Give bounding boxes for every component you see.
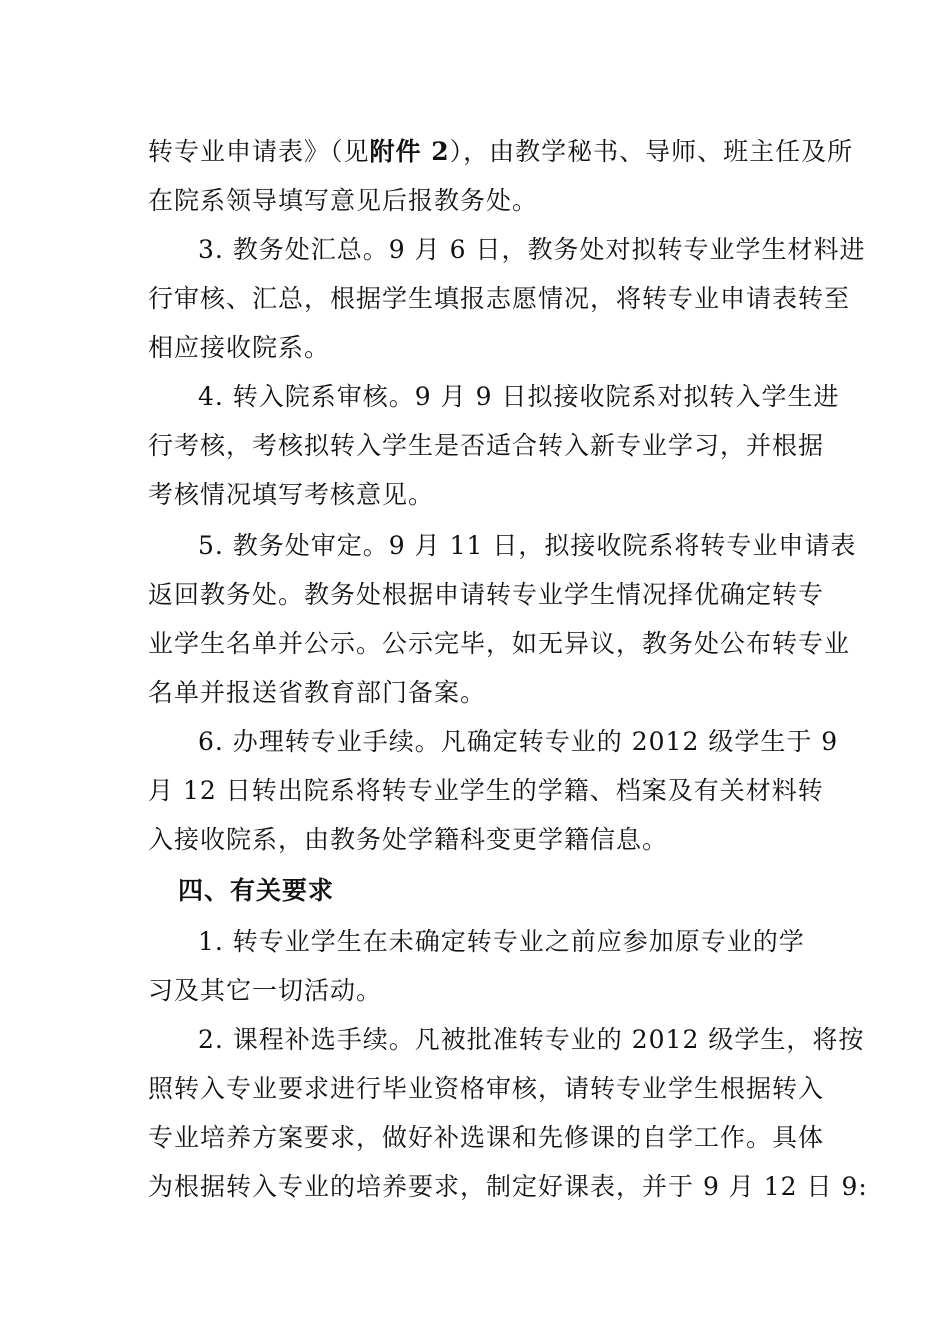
paragraph-line: 在院系领导填写意见后报教务处。 bbox=[148, 186, 539, 215]
paragraph-line: 月 12 日转出院系将转专业学生的学籍、档案及有关材料转 bbox=[148, 776, 824, 805]
paragraph-line bbox=[148, 137, 950, 167]
section-heading: 四、有关要求 bbox=[178, 876, 335, 905]
paragraph-line: 入接收院系，由教务处学籍科变更学籍信息。 bbox=[148, 825, 669, 854]
paragraph-line: 2. 课程补选手续。凡被批准转专业的 2012 级学生，将按 bbox=[198, 1025, 865, 1054]
paragraph-line: 为根据转入专业的培养要求，制定好课表，并于 9 月 12 日 9: bbox=[148, 1172, 868, 1201]
paragraph-line: 1. 转专业学生在未确定转专业之前应参加原专业的学 bbox=[198, 927, 805, 956]
paragraph-line: 行考核，考核拟转入学生是否适合转入新专业学习，并根据 bbox=[148, 431, 825, 460]
paragraph-line: 名单并报送省教育部门备案。 bbox=[148, 678, 487, 707]
paragraph-line: 返回教务处。教务处根据申请转专业学生情况择优确定转专 bbox=[148, 580, 825, 609]
paragraph-line: 考核情况填写考核意见。 bbox=[148, 480, 435, 509]
paragraph-line: 业学生名单并公示。公示完毕，如无异议，教务处公布转专业 bbox=[148, 629, 851, 658]
attachment-reference: 附件 2 bbox=[369, 137, 450, 166]
paragraph-line: 5. 教务处审定。9 月 11 日，拟接收院系将转专业申请表 bbox=[198, 531, 857, 560]
paragraph-line: 4. 转入院系审核。9 月 9 日拟接收院系对拟转入学生进 bbox=[198, 382, 840, 411]
paragraph-line: 专业培养方案要求，做好补选课和先修课的自学工作。具体 bbox=[148, 1123, 825, 1152]
paragraph-line: 照转入专业要求进行毕业资格审核，请转专业学生根据转入 bbox=[148, 1074, 825, 1103]
paragraph-line: 6. 办理转专业手续。凡确定转专业的 2012 级学生于 9 bbox=[198, 727, 839, 756]
paragraph-line: 行审核、汇总，根据学生填报志愿情况，将转专业申请表转至 bbox=[148, 284, 851, 313]
text-run: 转专业申请表》（见 bbox=[148, 137, 370, 166]
text-run: ），由教学秘书、导师、班主任及所 bbox=[449, 137, 854, 166]
paragraph-line: 习及其它一切活动。 bbox=[148, 976, 383, 1005]
paragraph-line: 相应接收院系。 bbox=[148, 333, 331, 362]
paragraph-line: 3. 教务处汇总。9 月 6 日，教务处对拟转专业学生材料进 bbox=[198, 235, 866, 264]
